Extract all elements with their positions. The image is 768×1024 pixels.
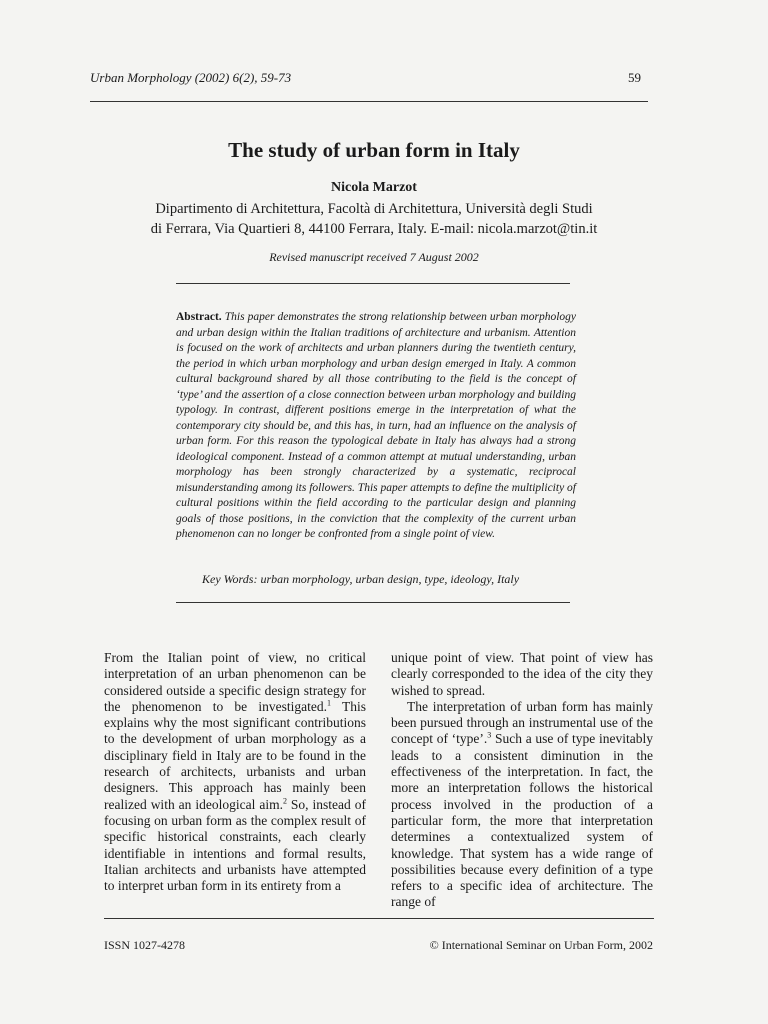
author-name: Nicola Marzot: [331, 180, 417, 195]
body-text: This explains why the most significant contributions to the development of urban morphology as a disciplinary field in Italy are to be found in the research of architects, urbanists and urban designers. This approach has mainly been realized with an ideological aim.: [104, 698, 367, 812]
issn: ISSN 1027-4278: [104, 938, 186, 952]
abstract: [176, 310, 576, 543]
footnote-marker: 3: [487, 730, 492, 740]
body-column-left: [104, 650, 366, 894]
author-affiliation: [100, 199, 648, 239]
body-text: From the Italian point of view, no critical interpretation of an urban phenomenon can be considered outside a specific design strategy for the phenomenon to be investigated.: [104, 650, 366, 714]
keywords: Key Words: urban morphology, urban design, type, ideology, Italy: [202, 572, 520, 586]
abstract-label: Abstract.: [176, 311, 222, 323]
article-title: The study of urban form in Italy: [228, 138, 520, 162]
journal-running-head: Urban Morphology (2002) 6(2), 59-73: [90, 70, 292, 85]
received-date: Revised manuscript received 7 August 2002: [269, 250, 479, 264]
footnote-marker: 1: [327, 698, 332, 708]
copyright-notice: © International Seminar on Urban Form, 2002: [429, 938, 653, 952]
affiliation-line-2: di Ferrara, Via Quartieri 8, 44100 Ferrara, Italy. E-mail: nicola.marzot@tin.it: [150, 221, 598, 237]
body-paragraph: [391, 699, 653, 911]
body-paragraph: unique point of view. That point of view has clearly corresponded to the idea of the city they wished to spread.: [391, 650, 653, 698]
abstract-top-rule: [176, 283, 570, 284]
body-text: Such a use of type inevitably leads to a consistent diminution in the effectiveness of the interpretation. In fact, the more an interpretation follows the historical process involved in the production of a particular form, the more that interpretation determines a contextualized system of knowledge. That system has a wide range of possibilities because every definition of a type refers to a specific idea of architecture. The range of: [391, 731, 653, 910]
body-text: The interpretation of urban form has mainly been pursued through an instrumental use of the concept of ‘type’.: [391, 698, 653, 747]
abstract-bottom-rule: [176, 602, 570, 603]
body-column-right: [391, 650, 653, 911]
footer-rule: [104, 918, 654, 919]
body-paragraph: [104, 650, 366, 894]
abstract-text: This paper demonstrates the strong relationship between urban morphology and urban design within the Italian traditions of architecture and urbanism. Attention is focused on the work of architects and urban planners during the twentieth century, the period in which urban morphology and urban design emerged in Italy. A common cultural background shared by all those contributing to the field is the concept of ‘type’ and the assertion of a close connection between urban morphology and building typology. In contrast, different positions emerge in the interpretation of what the contemporary city should be, and this has, in turn, had an influence on the analysis of urban form. For this reason the typological debate in Italy has always had a strong ideological component. Instead of a common attempt at mutual understanding, urban morphology has been strongly characterized by a systematic, reciprocal misunderstanding among its followers. This paper attempts to define the multiplicity of cultural positions within the field according to the particular design and planning goals of those positions, in the conviction that the complexity of the current urban phenomenon can no longer be confronted from a single point of view.: [176, 311, 577, 540]
header-rule: [90, 101, 648, 102]
affiliation-line-1: Dipartimento di Architettura, Facoltà di Architettura, Università degli Studi: [155, 201, 593, 217]
body-text: So, instead of focusing on urban form as the complex result of specific historical constraints, each clearly identifiable in intentions and formal results, Italian architects and urbanists have attempted to interpret urban form in its entirety from a: [104, 796, 366, 894]
footnote-marker: 2: [282, 796, 287, 806]
page-number: 59: [628, 70, 641, 85]
